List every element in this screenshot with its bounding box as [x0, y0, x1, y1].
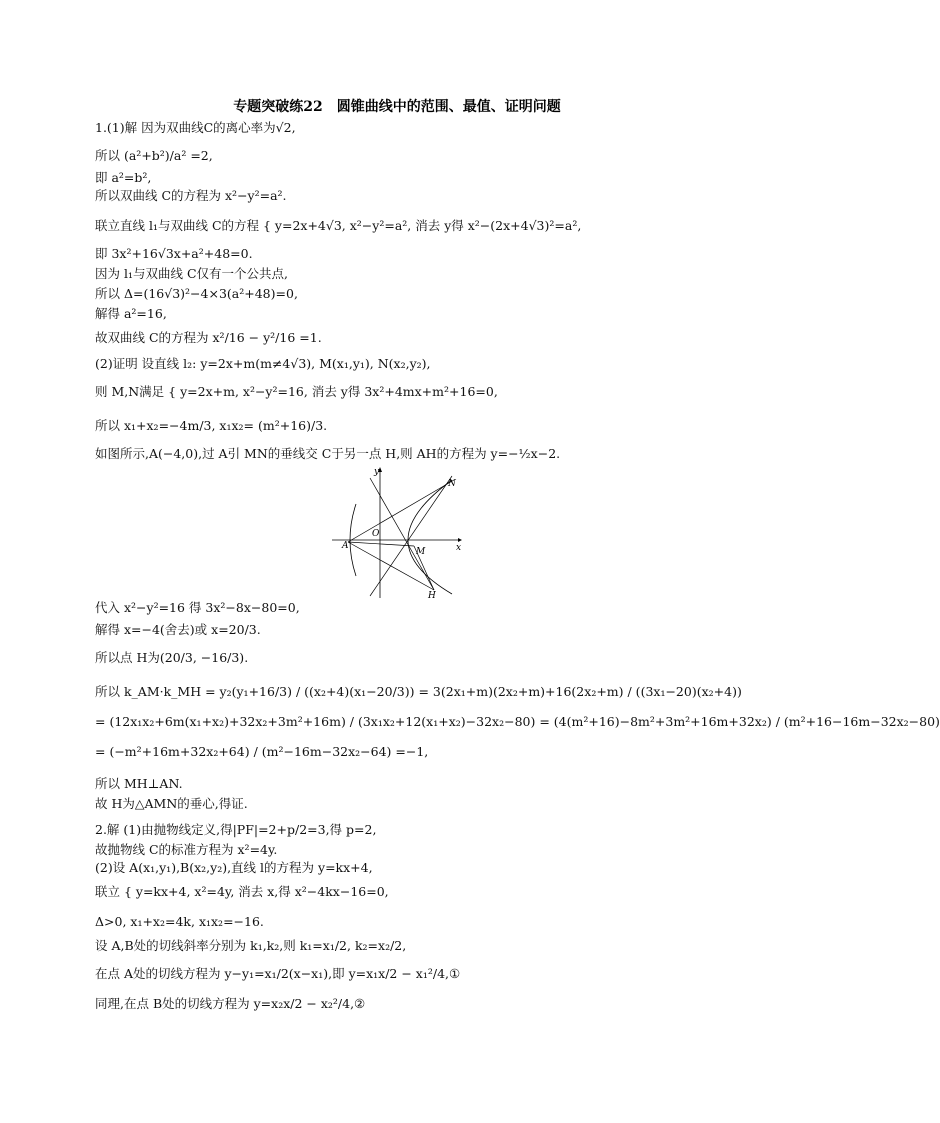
line-mn	[370, 476, 452, 596]
y-label: y	[374, 467, 380, 477]
label-h: H	[428, 591, 436, 601]
text-line: 联立 { y=kx+4, x²=4y, 消去 x,得 x²−4kx−16=0,	[95, 884, 389, 899]
label-n: N	[448, 479, 456, 489]
text-line: 如图所示,A(−4,0),过 A引 MN的垂线交 C于另一点 H,则 AH的方程为 y=−½x−2.	[95, 446, 561, 461]
text-line: 在点 A处的切线方程为 y−y₁=x₁/2(x−x₁),即 y=x₁x/2 − x₁²/4,①	[95, 966, 461, 981]
label-a: A	[342, 541, 349, 551]
text-line: 所以 Δ=(16√3)²−4×3(a²+48)=0,	[95, 286, 298, 301]
text-line: 所以 MH⊥AN.	[95, 776, 183, 791]
text-line: 所以 (a²+b²)/a² =2,	[95, 148, 213, 163]
x-label: x	[456, 543, 462, 553]
text-line: 所以 k_AM·k_MH = y₂(y₁+16/3) / ((x₂+4)(x₁−20/3)) = 3(2x₁+m)(2x₂+m)+16(2x₂+m) / ((3x₁−20)(x₂+4))	[95, 684, 742, 699]
text-line: 故 H为△AMN的垂心,得证.	[95, 796, 248, 811]
label-o: O	[372, 529, 380, 539]
hyperbola-figure	[330, 462, 470, 600]
text-line: (2)设 A(x₁,y₁),B(x₂,y₂),直线 l的方程为 y=kx+4,	[95, 860, 373, 875]
text-line: 因为 l₁与双曲线 C仅有一个公共点,	[95, 266, 288, 281]
text-line: 设 A,B处的切线斜率分别为 k₁,k₂,则 k₁=x₁/2, k₂=x₂/2,	[95, 938, 407, 953]
text-line: 即 a²=b²,	[95, 170, 152, 185]
text-line: 则 M,N满足 { y=2x+m, x²−y²=16, 消去 y得 3x²+4mx+m²+16=0,	[95, 384, 498, 399]
text-line: 故抛物线 C的标准方程为 x²=4y.	[95, 842, 278, 857]
text-line: = (12x₁x₂+6m(x₁+x₂)+32x₂+3m²+16m) / (3x₁x₂+12(x₁+x₂)−32x₂−80) = (4(m²+16)−8m²+3m²+16m+32x₂) / (m²+16−16m−32x₂−80)	[95, 714, 940, 729]
label-m: M	[416, 547, 426, 557]
text-line: 所以双曲线 C的方程为 x²−y²=a².	[95, 188, 287, 203]
line-am	[348, 542, 414, 546]
text-line: 1.(1)解 因为双曲线C的离心率为√2,	[95, 120, 296, 135]
x-axis-arrow	[458, 538, 462, 542]
page-title: 专题突破练22 圆锥曲线中的范围、最值、证明问题	[233, 99, 561, 115]
text-line: 所以点 H为(20/3, −16/3).	[95, 650, 249, 665]
text-line: 解得 x=−4(舍去)或 x=20/3.	[95, 622, 261, 637]
text-line: Δ>0, x₁+x₂=4k, x₁x₂=−16.	[95, 914, 264, 929]
text-line: 联立直线 l₁与双曲线 C的方程 { y=2x+4√3, x²−y²=a², 消去 y得 x²−(2x+4√3)²=a²,	[95, 218, 582, 233]
text-line: 同理,在点 B处的切线方程为 y=x₂x/2 − x₂²/4,②	[95, 996, 366, 1011]
text-line: = (−m²+16m+32x₂+64) / (m²−16m−32x₂−64) =−1,	[95, 744, 429, 759]
right-branch	[408, 480, 452, 594]
text-line: 代入 x²−y²=16 得 3x²−8x−80=0,	[95, 600, 300, 615]
text-line: 所以 x₁+x₂=−4m/3, x₁x₂= (m²+16)/3.	[95, 418, 328, 433]
text-line: 解得 a²=16,	[95, 306, 167, 321]
text-line: 2.解 (1)由抛物线定义,得|PF|=2+p/2=3,得 p=2,	[95, 822, 377, 837]
text-line: (2)证明 设直线 l₂: y=2x+m(m≠4√3), M(x₁,y₁), N(x₂,y₂),	[95, 356, 431, 371]
text-line: 即 3x²+16√3x+a²+48=0.	[95, 246, 253, 261]
text-line: 故双曲线 C的方程为 x²/16 − y²/16 =1.	[95, 330, 322, 345]
